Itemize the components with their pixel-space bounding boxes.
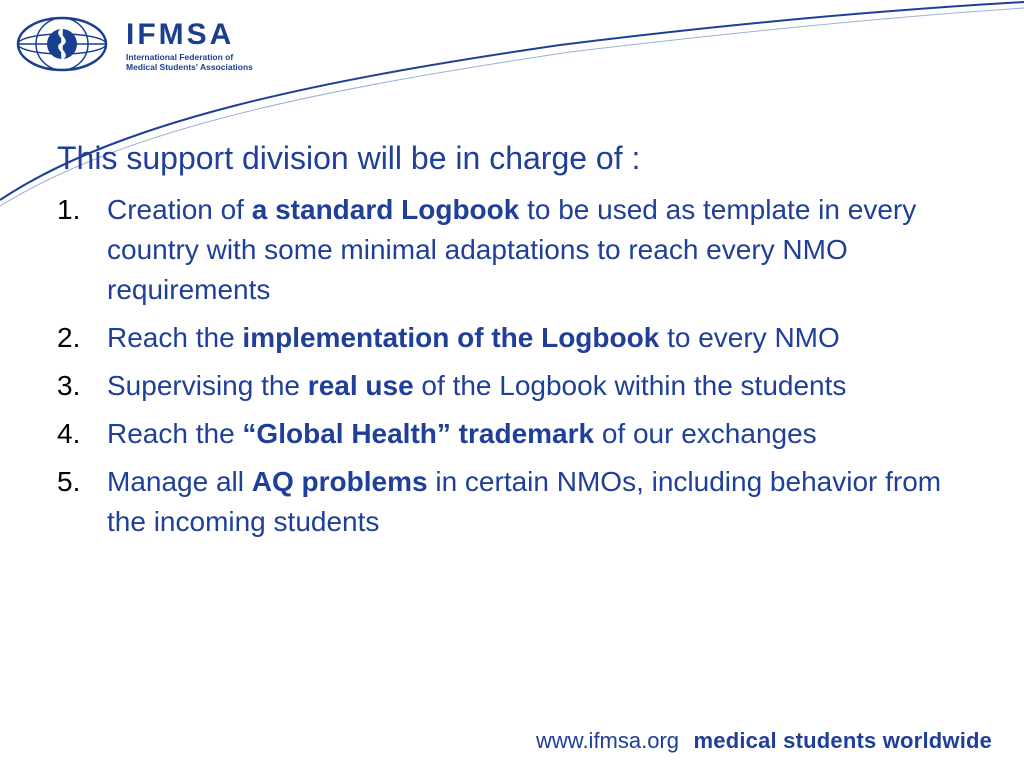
list-item-text-bold: implementation of the Logbook bbox=[242, 322, 660, 353]
list-item-text-plain: to be used as template in every country with some minimal adaptations to reach every NMO requirements bbox=[107, 194, 917, 305]
logo-wordmark: IFMSA bbox=[126, 18, 235, 51]
footer bbox=[536, 728, 992, 754]
list-item-text-plain: to every NMO bbox=[659, 322, 840, 353]
list-number: 1. bbox=[57, 194, 81, 225]
footer-tagline: medical students worldwide bbox=[693, 728, 993, 753]
list-item-text-plain: Reach the bbox=[107, 418, 243, 449]
numbered-list bbox=[57, 190, 957, 550]
list-item bbox=[57, 318, 957, 358]
list-number: 4. bbox=[57, 418, 81, 449]
list-item-text bbox=[107, 190, 957, 310]
list-item-text-bold: a standard Logbook bbox=[251, 194, 520, 225]
list-item-text-plain: Creation of bbox=[107, 194, 252, 225]
list-number: 2. bbox=[57, 322, 81, 353]
list-item-text bbox=[107, 366, 957, 406]
logo-subtitle-line: Medical Students' Associations bbox=[126, 62, 253, 72]
list-item-text-plain: of the Logbook within the students bbox=[413, 370, 847, 401]
list-item-text-plain: Manage all bbox=[107, 466, 252, 497]
list-number: 3. bbox=[57, 370, 81, 401]
list-item-text-bold: real use bbox=[307, 370, 414, 401]
list-item-text bbox=[107, 462, 957, 542]
logo-subtitle-line: International Federation of bbox=[126, 52, 234, 62]
list-item-text bbox=[107, 414, 957, 454]
globe-logo-icon bbox=[14, 14, 110, 74]
list-item-text-plain: in certain NMOs, including behavior from the incoming students bbox=[107, 466, 942, 537]
list-item-text bbox=[107, 318, 957, 358]
logo-subtitle bbox=[126, 52, 253, 72]
list-item-text-bold: AQ problems bbox=[251, 466, 428, 497]
ifmsa-logo bbox=[14, 14, 254, 78]
list-item bbox=[57, 366, 957, 406]
list-item-text-plain: of our exchanges bbox=[594, 418, 817, 449]
list-item-text-plain: Supervising the bbox=[107, 370, 308, 401]
list-item bbox=[57, 190, 957, 310]
slide-heading: This support division will be in charge of : bbox=[57, 140, 641, 176]
list-item bbox=[57, 414, 957, 454]
list-item-text-bold: “Global Health” trademark bbox=[242, 418, 595, 449]
list-number: 5. bbox=[57, 466, 81, 497]
list-item bbox=[57, 462, 957, 542]
list-item-text-plain: Reach the bbox=[107, 322, 243, 353]
footer-url-link[interactable]: www.ifmsa.org bbox=[536, 728, 680, 753]
